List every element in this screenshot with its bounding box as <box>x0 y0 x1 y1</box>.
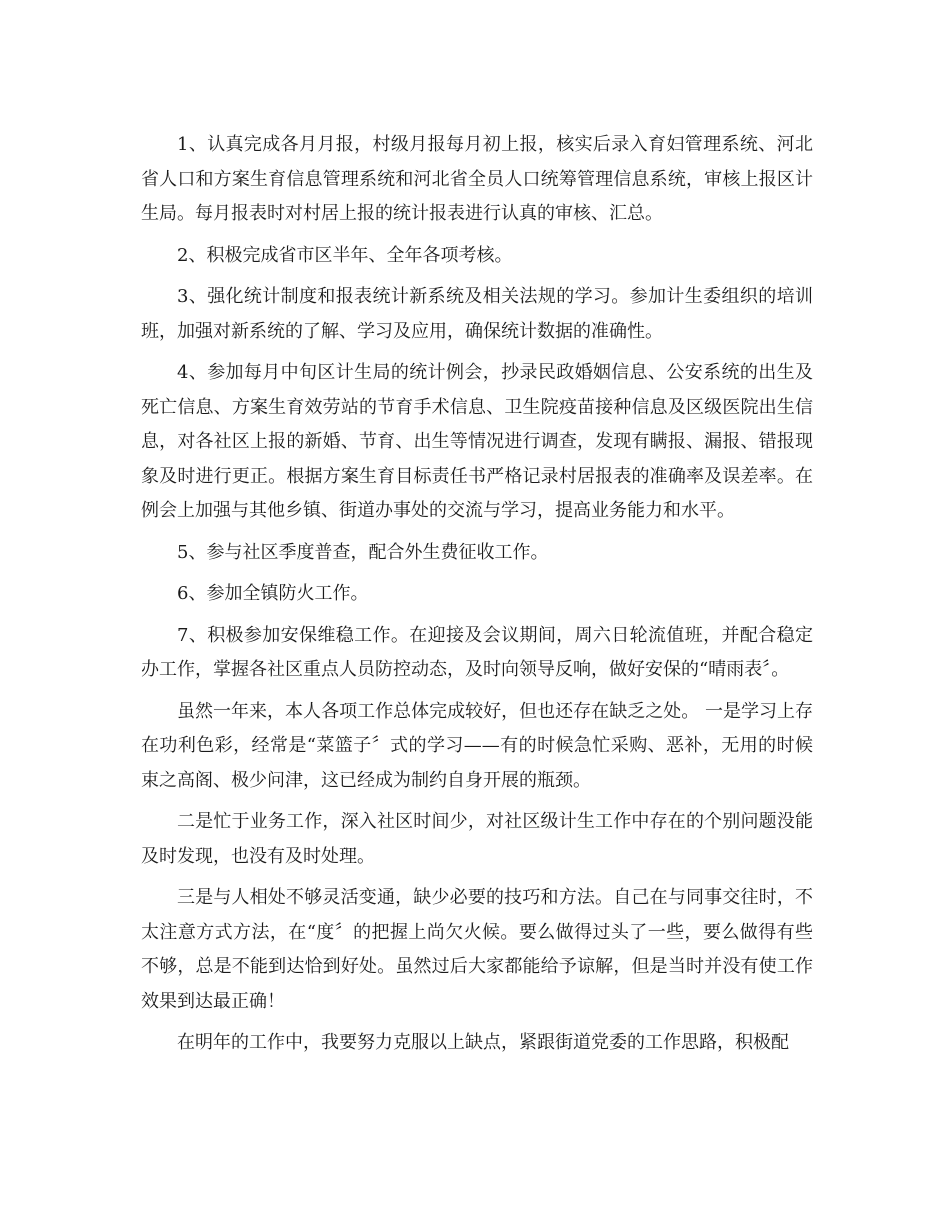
paragraph-4: 4、参加每月中旬区计生局的统计例会，抄录民政婚姻信息、公安系统的出生及死亡信息、方案生育效劳站的节育手术信息、卫生院疫苗接种信息及区级医院出生信息，对各社区上报的新婚、节育、出生等情况进行调查，发现有瞒报、漏报、错报现象及时进行更正。根据方案生育目标责任书严格记录村居报表的准确率及误差率。在例会上加强与其他乡镇、街道办事处的交流与学习，提高业务能力和水平。 <box>141 362 813 521</box>
paragraph-9: 二是忙于业务工作，深入社区时间少，对社区级计生工作中存在的个别问题没能及时发现，也没有及时处理。 <box>141 811 813 867</box>
paragraph-3: 3、强化统计制度和报表统计新系统及相关法规的学习。参加计生委组织的培训班，加强对新系统的了解、学习及应用，确保统计数据的准确性。 <box>141 286 813 342</box>
paragraph-2: 2、积极完成省市区半年、全年各项考核。 <box>177 244 513 266</box>
paragraph-6: 6、参加全镇防火工作。 <box>177 583 369 604</box>
paragraph-1: 1、认真完成各月月报，村级月报每月初上报，核实后录入育妇管理系统、河北省人口和方案生育信息管理系统和河北省全员人口统筹管理信息系统，审核上报区计生局。每月报表时对村居上报的统计报表进行认真的审核、汇总。 <box>141 134 813 224</box>
paragraph-8: 虽然一年来，本人各项工作总体完成较好，但也还存在缺乏之处。 一是学习上存在功利色彩，经常是“菜篮子〞式的学习——有的时候急忙采购、恶补，无用的时候束之高阁、极少问津，这已经成为制约自身开展的瓶颈。 <box>141 700 813 791</box>
paragraph-5: 5、参与社区季度普查，配合外生费征收工作。 <box>177 541 549 563</box>
document-body <box>141 128 813 1068</box>
paragraph-10: 三是与人相处不够灵活变通，缺少必要的技巧和方法。自己在与同事交往时，不太注意方式方法，在“度〞的把握上尚欠火候。要么做得过头了一些，要么做得有些不够，总是不能到达恰到好处。虽然过后大家都能给予谅解，但是当时并没有使工作效果到达最正确！ <box>141 887 813 1012</box>
paragraph-11: 在明年的工作中，我要努力克服以上缺点，紧跟街道党委的工作思路，积极配 <box>177 1032 789 1053</box>
paragraph-7: 7、积极参加安保维稳工作。在迎接及会议期间，周六日轮流值班，并配合稳定办工作，掌握各社区重点人员防控动态，及时向领导反响，做好安保的“晴雨表〞。 <box>141 624 813 680</box>
